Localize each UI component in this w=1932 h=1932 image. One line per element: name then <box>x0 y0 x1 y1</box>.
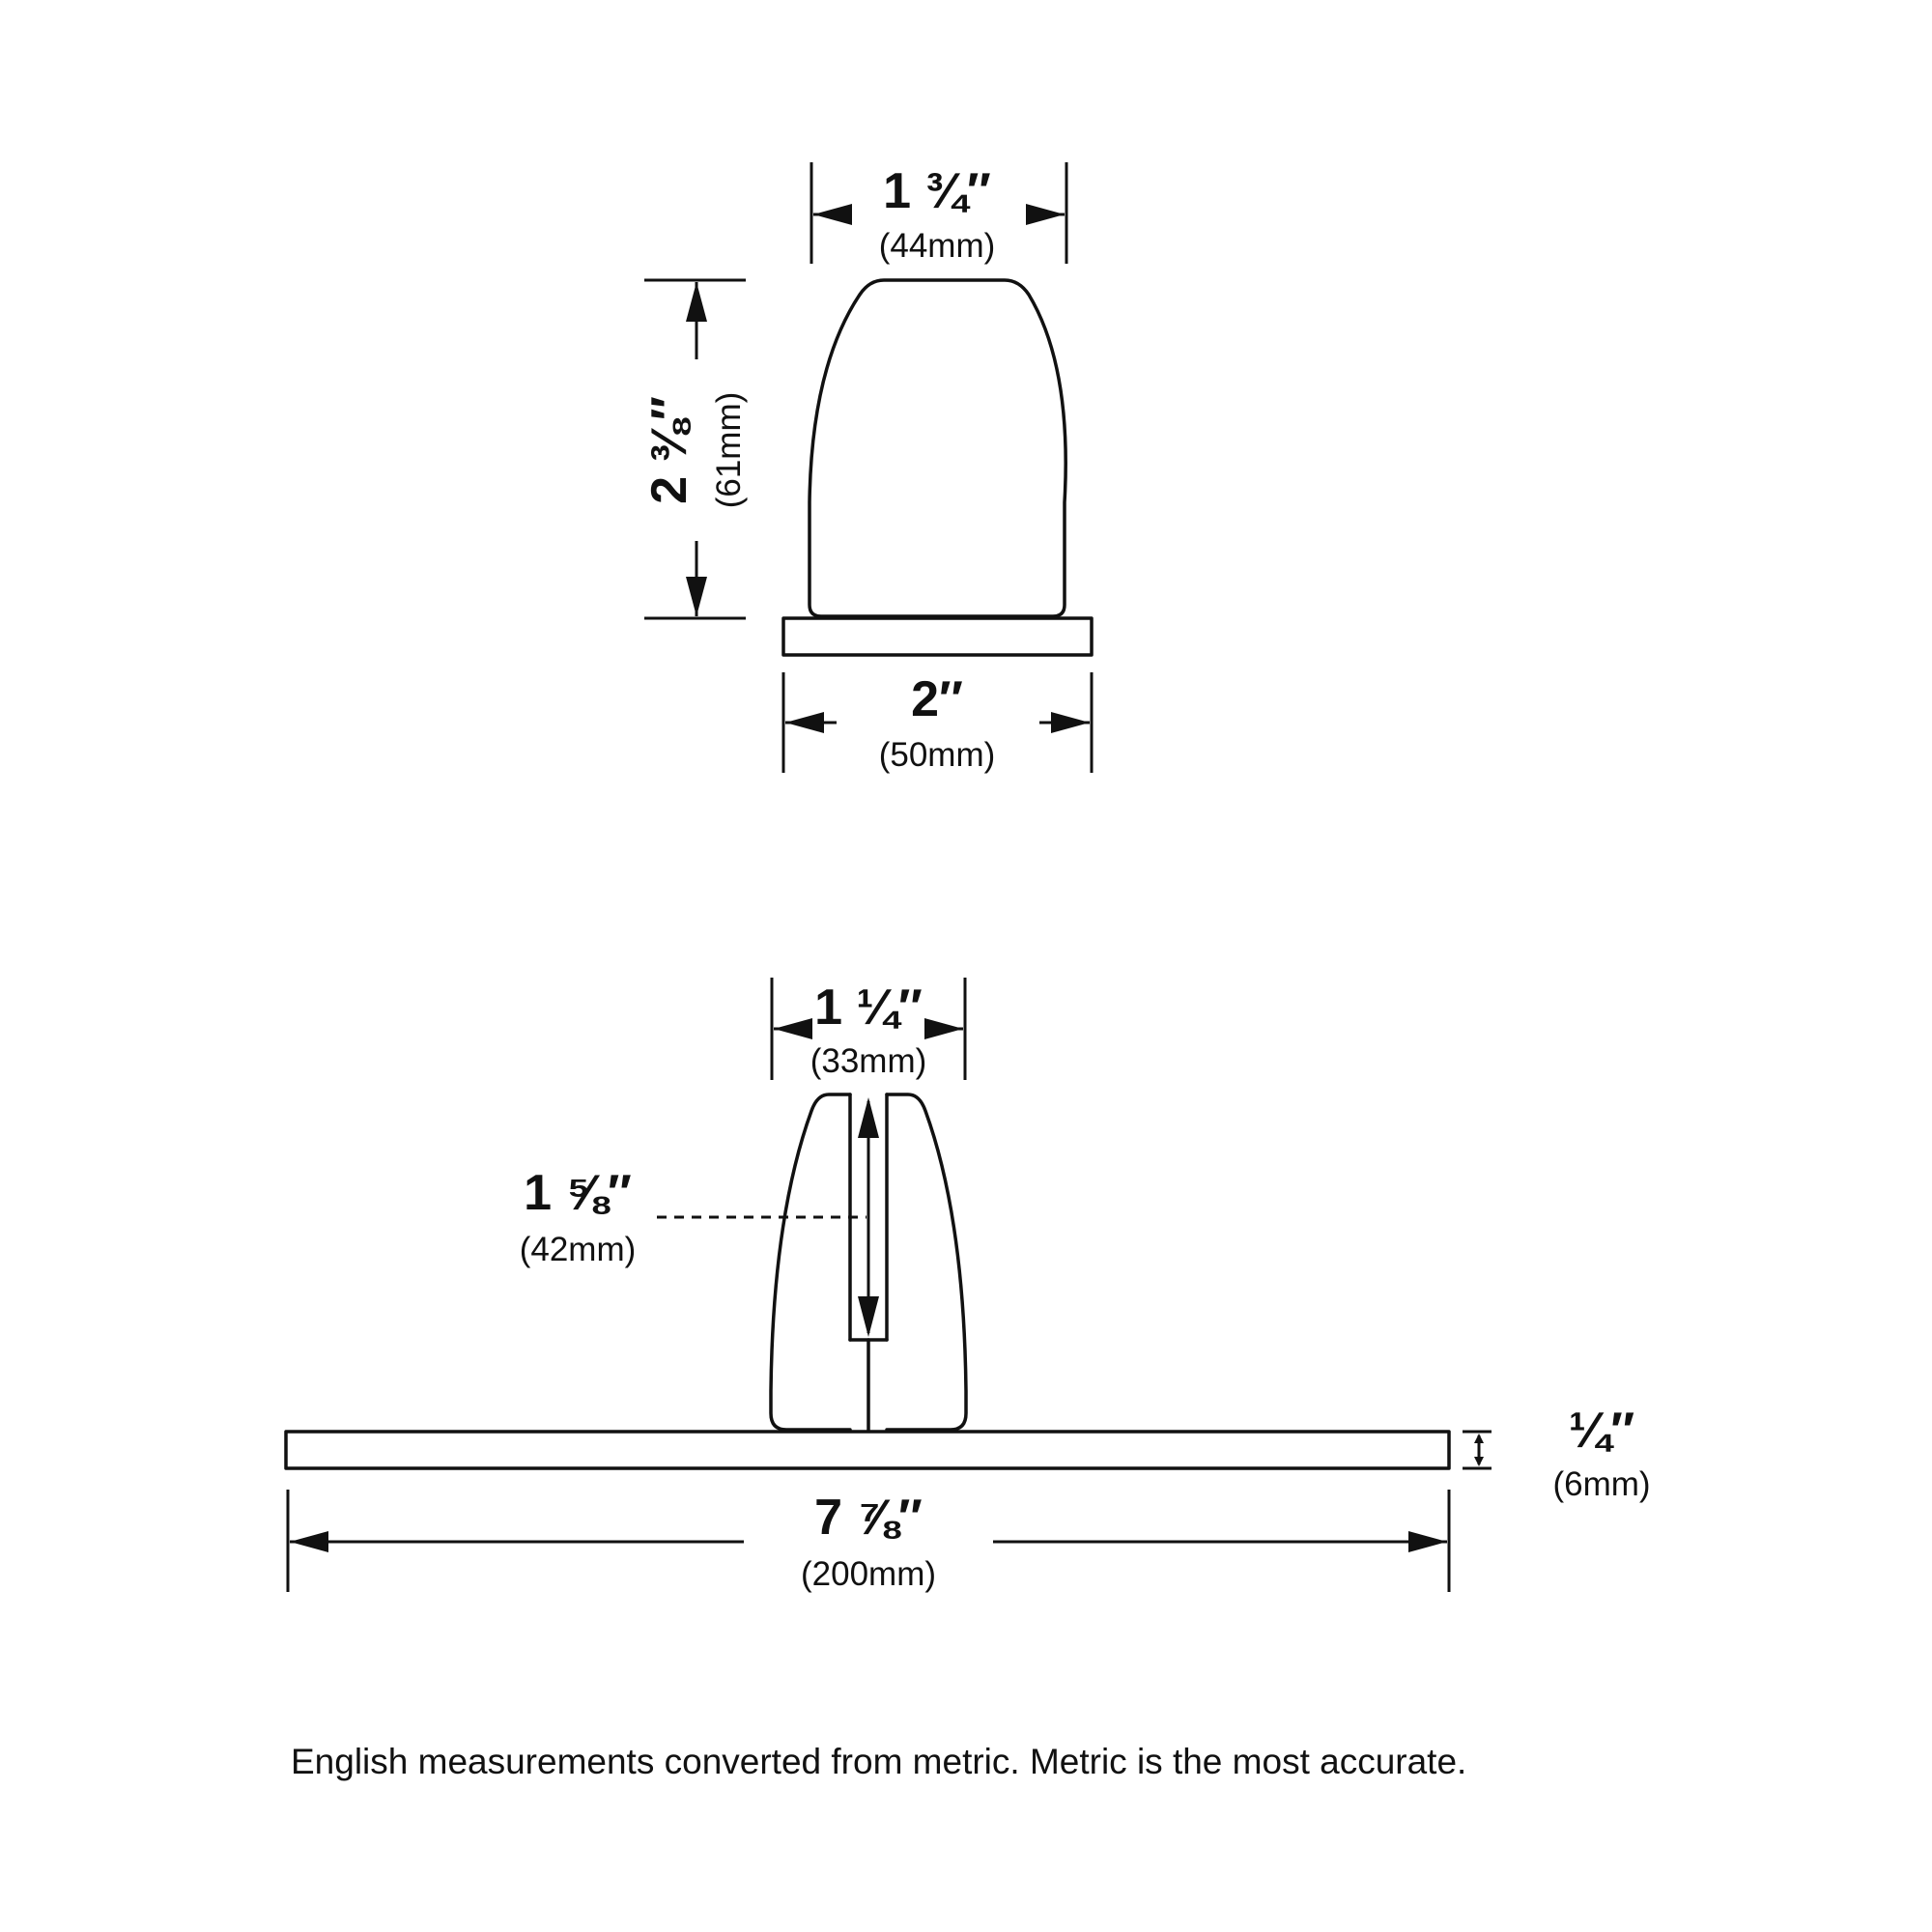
side-view-base-plate <box>286 1432 1449 1468</box>
arrow-left-icon <box>774 1018 812 1039</box>
base-width-metric: (50mm) <box>878 736 996 774</box>
arrow-down-icon <box>686 577 707 616</box>
base-length-imperial: 7 ⅞″ <box>814 1490 923 1546</box>
base-length-metric: (200mm) <box>800 1555 937 1593</box>
arrow-up-icon <box>686 282 707 322</box>
base-thickness-metric: (6mm) <box>1552 1465 1651 1503</box>
base-width-imperial: 2″ <box>911 671 963 727</box>
arrow-right-icon <box>924 1018 963 1039</box>
arrow-right-icon <box>1026 204 1065 225</box>
top-width-dimension <box>811 162 1066 265</box>
front-view-base-plate <box>783 618 1092 655</box>
arrow-up-icon <box>1474 1434 1484 1443</box>
base-width-dimension <box>783 671 1092 774</box>
side-view-left-body <box>771 1094 850 1430</box>
top-width-imperial: 1 ¾″ <box>883 163 991 219</box>
height-dimension <box>641 280 748 618</box>
side-top-width-metric: (33mm) <box>810 1042 927 1080</box>
arrow-down-icon <box>1474 1457 1484 1466</box>
side-view <box>286 978 1651 1593</box>
height-metric: (61mm) <box>710 391 748 509</box>
slot-depth-metric: (42mm) <box>519 1231 637 1268</box>
side-top-width-dimension <box>772 978 965 1080</box>
slot-depth-dimension <box>520 1097 879 1337</box>
arrow-left-icon <box>813 204 852 225</box>
arrow-left-icon <box>290 1531 328 1552</box>
base-thickness-dimension <box>1463 1403 1651 1503</box>
arrow-up-icon <box>858 1097 879 1138</box>
footnote: English measurements converted from metric. Metric is the most accurate. <box>291 1742 1467 1781</box>
arrow-down-icon <box>858 1296 879 1337</box>
height-imperial: 2 ⅜″ <box>641 396 697 504</box>
top-width-metric: (44mm) <box>878 227 996 265</box>
side-view-right-body <box>887 1094 966 1430</box>
arrow-left-icon <box>785 712 824 733</box>
side-top-width-imperial: 1 ¼″ <box>814 980 923 1036</box>
front-view-body <box>810 280 1065 616</box>
base-length-dimension <box>288 1490 1449 1593</box>
arrow-right-icon <box>1051 712 1090 733</box>
slot-depth-imperial: 1 ⅝″ <box>524 1165 632 1221</box>
front-view <box>641 162 1092 774</box>
base-thickness-imperial: ¼″ <box>1568 1403 1635 1459</box>
arrow-right-icon <box>1408 1531 1447 1552</box>
